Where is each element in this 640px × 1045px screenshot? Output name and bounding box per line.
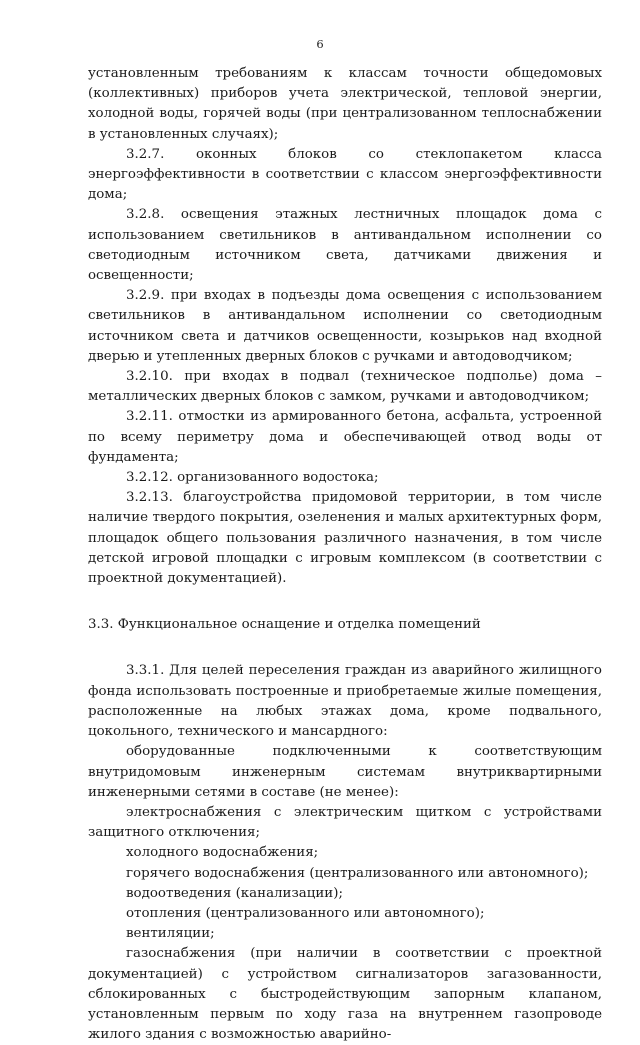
paragraph-3-2-8: 3.2.8. освещения этажных лестничных площадок дома с использованием светильников в антивандальном исполнении со светодиодным источником света, датчиками движения и освещенности;	[88, 207, 602, 284]
paragraph-equipped-networks: оборудованные подключенными к соответствующим внутридомовым инженерным системам внутриквартирными инженерными сетями в составе (не менее):	[88, 744, 602, 800]
paragraph-3-2-7: 3.2.7. оконных блоков со стеклопакетом класса энергоэффективности в соответствии с классом энергоэффективности дома;	[88, 146, 602, 203]
document-body	[88, 64, 602, 1045]
list-item-electricity: электроснабжения с электрическим щитком с устройствами защитного отключения;	[88, 804, 602, 841]
list-item-sewerage: водоотведения (канализации);	[126, 885, 343, 901]
paragraph-3-2-13: 3.2.13. благоустройства придомовой территории, в том числе наличие твердого покрытия, озеленения и малых архитектурных форм, площадок общего пользования различного назначения, в том числе детской игровой площадки с игровым комплексом (в соответствии с проектной документацией).	[88, 490, 602, 587]
list-item-hot-water: горячего водоснабжения (централизованного или автономного);	[126, 865, 589, 881]
paragraph-3-2-12: 3.2.12. организованного водостока;	[126, 470, 379, 486]
page-number: 6	[316, 37, 324, 51]
list-item-ventilation: вентиляции;	[126, 926, 215, 942]
paragraph-continuation: установленным требованиям к классам точности общедомовых (коллективных) приборов учета электрической, тепловой энергии, холодной воды, горячей воды (при централизованном теплоснабжении в установленных случаях);	[88, 66, 602, 142]
list-item-gas-supply: газоснабжения (при наличии в соответствии с проектной документацией) с устройством сигнализаторов загазованности, сблокированных с быстродействующим запорным клапаном, установленным первым по ходу газа на внутреннем газопроводе жилого здания с возможностью аварийно-	[88, 946, 602, 1043]
list-item-heating: отопления (централизованного или автономного);	[126, 905, 485, 921]
paragraph-3-3-1: 3.3.1. Для целей переселения граждан из аварийного жилищного фонда использовать построенные и приобретаемые жилые помещения, расположенные на любых этажах дома, кроме подвального, цокольного, технического и мансардного:	[88, 663, 602, 740]
paragraph-3-2-10: 3.2.10. при входах в подвал (техническое подполье) дома – металлических дверных блоков с замком, ручками и автодоводчиком;	[88, 369, 602, 405]
list-item-cold-water: холодного водоснабжения;	[126, 845, 319, 861]
section-heading: 3.3. Функциональное оснащение и отделка помещений	[88, 617, 481, 633]
paragraph-3-2-9: 3.2.9. при входах в подъезды дома освещения с использованием светильников в антивандальном исполнении со светодиодным источником света и датчиков освещенности, козырьков над входной дверью и утепленных дверных блоков с ручками и автодоводчиком;	[88, 288, 602, 364]
paragraph-3-2-11: 3.2.11. отмостки из армированного бетона, асфальта, устроенной по всему периметру дома и обеспечивающей отвод воды от фундамента;	[88, 409, 602, 465]
